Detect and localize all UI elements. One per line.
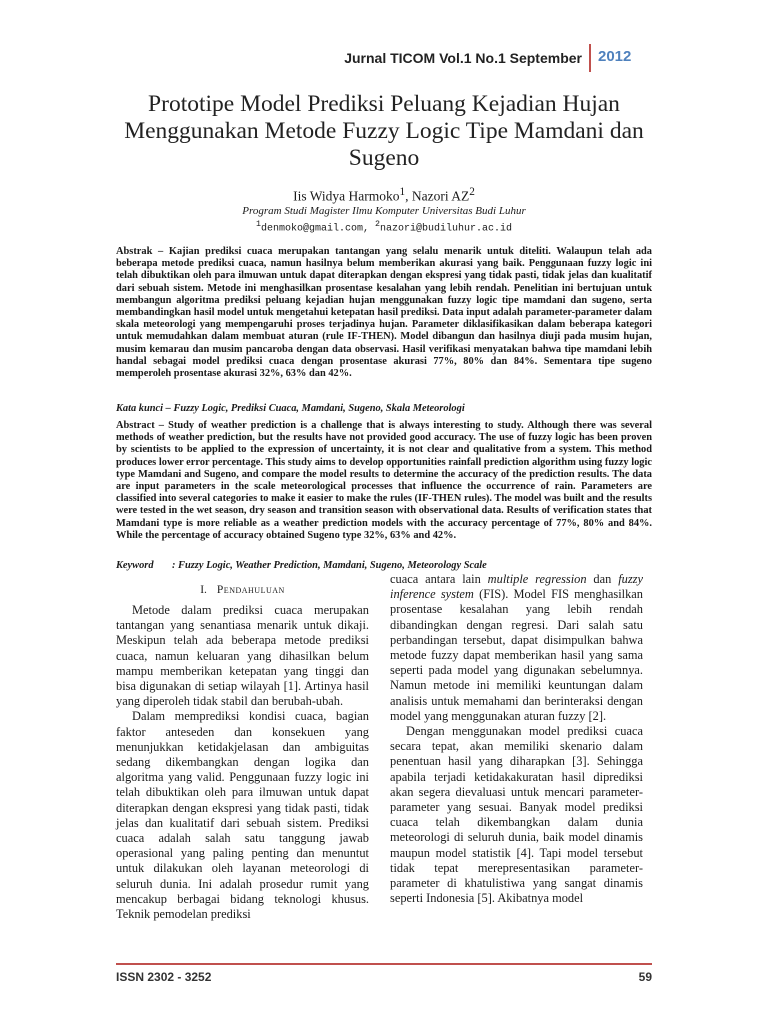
keywords-label: Keyword — [116, 560, 154, 571]
paragraph: Dalam memprediksi kondisi cuaca, bagian faktor anteseden dan konsekuen yang menunjukkan ketidakjelasan dan ambiguitas sedang dikembangkan dengan logika dan algoritma yang valid. Penggunaan fuzzy logic ini telah dibuktikan oleh para ilmuwan untuk dapat diterapkan dengan ekspresi yang tidak pasti, tidak jelas dan kualitatif dari sebuah sistem. Prediksi cuaca adalah salah satu tanggung jawab operasional yang paling penting dan menuntut untuk dilakukan oleh layanan meteorologi di seluruh dunia. Ini adalah prosedur rumit yang mencakup berbagai bidang teknologi khusus. Teknik pemodelan prediksi — [116, 709, 369, 922]
emphasis: fuzzy inference system — [390, 572, 643, 602]
paragraph: Metode dalam prediksi cuaca merupakan tantangan yang senantiasa menarik untuk dikaji. Meskipun telah ada beberapa metode prediksi cuaca, namun keluaran yang dihasilkan belum mampu memberikan ketepatan yang tinggi dan bisa digunakan di setiap wilayah [1]. Artinya hasil yang diperoleh tidak stabil dan berubah-ubah. — [116, 603, 369, 709]
text-run: dan — [586, 572, 619, 586]
author-separator: , — [405, 188, 412, 204]
email-2-sup: 2 — [375, 219, 380, 229]
paragraph — [390, 572, 643, 724]
section-heading — [116, 584, 369, 596]
author-1-sup: 1 — [399, 186, 406, 198]
page-number: 59 — [638, 970, 652, 984]
journal-header — [0, 44, 768, 74]
author-emails — [0, 219, 768, 234]
email-1: denmoko@gmail.com, — [260, 223, 375, 235]
email-2: nazori@budiluhur.ac.id — [380, 223, 513, 235]
abstract-indonesian: Abstrak – Kajian prediksi cuaca merupakan tantangan yang selalu menarik untuk diteliti. Walaupun telah ada beberapa metode prediksi cuaca, namun hasilnya belum memberikan akurasi yang baik. Penggunaan fuzzy logic ini telah dibuktikan oleh para ilmuwan untuk dapat diterapkan dengan ekspresi yang tidak pasti, tidak jelas dan kualitatif dari sebuah sistem. Metode ini menghasilkan prosentase kesalahan yang lebih rendah. Penelitian ini bertujuan untuk membangun algoritma prediksi peluang kejadian hujan menggunakan fuzzy logic tipe mamdani dan sugeno, serta membandingkan hasil model untuk mengetahui ketepatan hasil prediksi. Data input adalah parameter-parameter dalam skala meteorologi yang mempengaruhi proses terjadinya hujan. Parameter diklasifikasikan dalam beberapa kategori untuk memudahkan dalam membuat aturan (rule IF-THEN). Model dibangun dan hasilnya diuji pada musim hujan, musim kemarau dan musim pancaroba dengan data observasi. Hasil verifikasi menyatakan bahwa tipe mamdani lebih handal sebagai model prediksi cuaca dengan prosentase akurasi 77%, 80% dan 84%. Sementara tipe sugeno memperoleh prosentase akurasi 32%, 63% dan 42%. — [116, 246, 652, 380]
affiliation: Program Studi Magister Ilmu Komputer Universitas Budi Luhur — [242, 205, 526, 217]
journal-name: Jurnal TICOM Vol.1 No.1 September — [344, 50, 582, 66]
abstract-english: Abstract – Study of weather prediction is a challenge that is always interesting to study. Although there was several methods of weather prediction, but the results have not provided good accuracy. The use of fuzzy logic has been proven by scientists to be applied to the expression of uncertainty, it is not clear and qualitative from a system. This method produces lower error percentage. This study aims to develop opportunities rainfall prediction algorithm using fuzzy logic type Mamdani and Sugeno, and compare the model results to determine the accuracy of the prediction results. The data are input parameters in the scale meteorological processes that influence the occurrence of rain. Parameters are classified into several categories to make it easier to make the rules (IF-THEN rules). The model was built and the results were tested in the wet season, dry season and transition season with observational data. Results of verification states that Mamdani type is more reliable as a weather prediction models with the accuracy percentage of 77%, 80% and 84%. While the percentage of accuracy obtained Sugeno type 32%, 63% and 42%. — [116, 420, 652, 541]
header-divider — [589, 44, 591, 72]
author-2-sup: 2 — [469, 186, 475, 198]
authors — [0, 186, 768, 205]
page-footer — [116, 963, 652, 983]
issn: ISSN 2302 - 3252 — [116, 970, 212, 984]
footer-rule — [116, 963, 652, 965]
journal-year: 2012 — [598, 48, 632, 65]
emphasis: multiple regression — [487, 572, 587, 586]
keywords-indonesian: Kata kunci – Fuzzy Logic, Prediksi Cuaca, Mamdani, Sugeno, Skala Meteorologi — [116, 403, 465, 414]
email-1-sup: 1 — [255, 219, 261, 229]
text-run: (FIS). Model FIS menghasilkan prosentase kesalahan yang lebih rendah dibandingkan dengan regresi. Dari salah satu perbandingan tersebut, dapat disimpulkan bahwa metode fuzzy dapat memberikan hasil yang sama seperti pada model yang digunakan sebelumnya. Namun metode ini memiliki keuntungan dalam analisis untuk memahami dan berinteraksi dengan model yang menggunakan aturan fuzzy [2]. — [390, 587, 643, 723]
section-number: I. — [200, 584, 207, 596]
right-column — [390, 572, 643, 906]
author-2: Nazori AZ — [411, 188, 470, 204]
left-column — [116, 603, 369, 922]
keywords-text: : Fuzzy Logic, Weather Prediction, Mamdani, Sugeno, Meteorology Scale — [172, 560, 487, 571]
text-run: cuaca antara lain — [390, 572, 488, 586]
section-title: Pendahuluan — [216, 584, 285, 596]
keywords-english — [116, 560, 652, 571]
author-1: Iis Widya Harmoko — [293, 188, 400, 204]
paragraph: Dengan menggunakan model prediksi cuaca secara tepat, akan memiliki skenario dalam penentuan hasil yang diharapkan [3]. Sehingga apabila terjadi ketidakakuratan hasil diprediksi akan segera dievaluasi untuk mencari parameter-parameter yang sesuai. Banyak model prediksi cuaca telah dikembangkan dalam dunia meteorologi di seluruh dunia, baik model dinamis maupun model statistik [4]. Tapi model tersebut tidak tepat merepresentasikan parameter-parameter di khatulistiwa yang sangat dinamis seperti Indonesia [5]. Akibatnya model — [390, 724, 643, 906]
paper-title: Prototipe Model Prediksi Peluang Kejadian Hujan Menggunakan Metode Fuzzy Logic Tipe Mamdani dan Sugeno — [124, 91, 644, 171]
